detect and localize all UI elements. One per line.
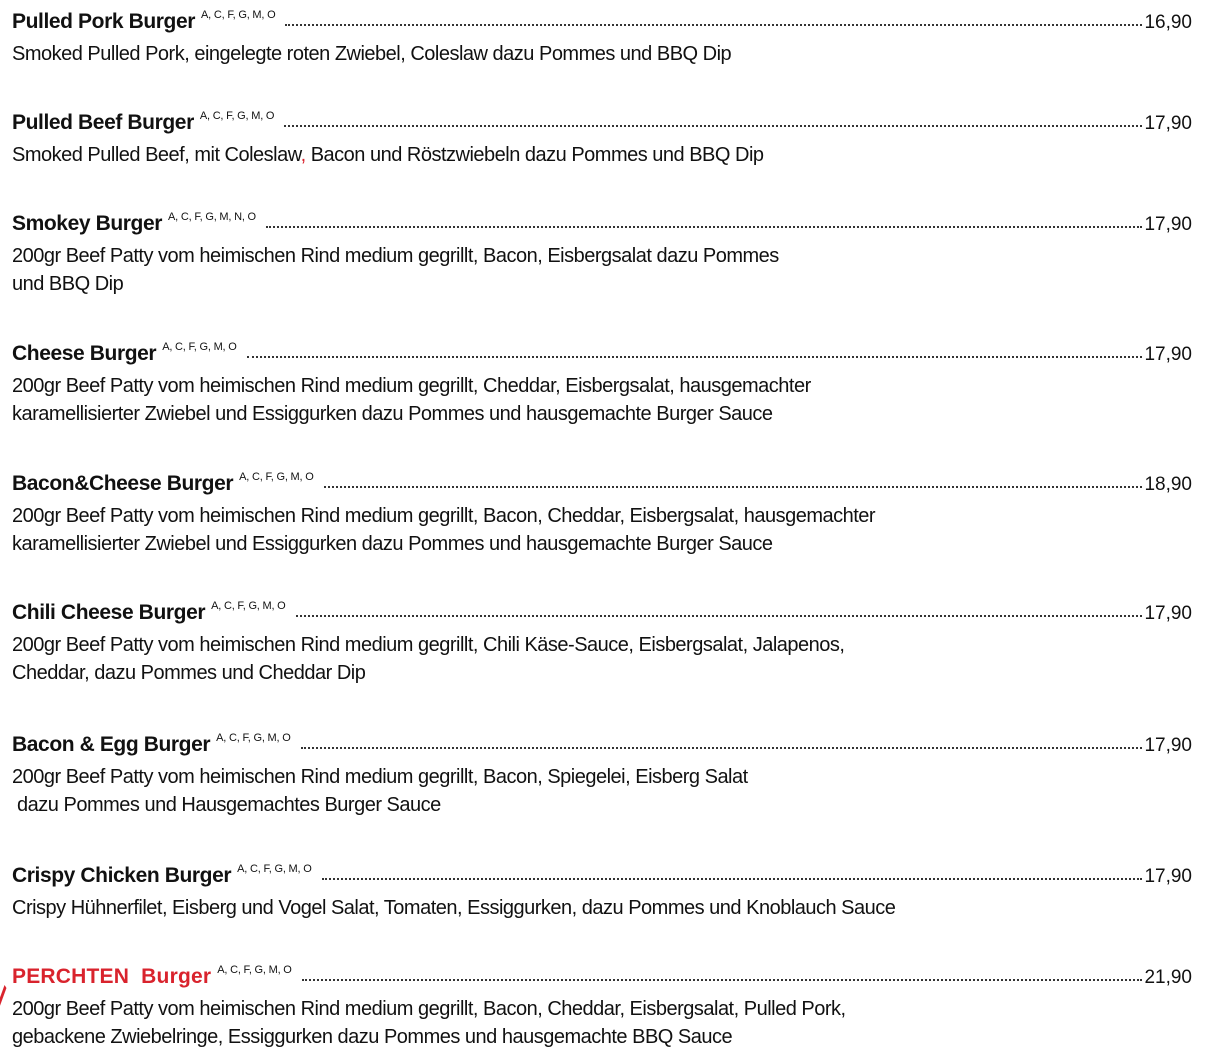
item-description-line: und BBQ Dip: [12, 273, 124, 295]
allergen-codes: A, C, F, G, M, O: [162, 341, 237, 353]
menu-item-perchten-burger: [12, 965, 1192, 1051]
item-name: Cheese Burger: [12, 342, 157, 365]
item-price: 17,90: [1144, 735, 1192, 756]
item-description-line: gebackene Zwiebelringe, Essiggurken dazu Pommes und hausgemachte BBQ Sauce: [12, 1026, 733, 1048]
menu-item-header: [12, 10, 1192, 40]
dot-leader: [301, 737, 1143, 749]
item-price: 17,90: [1144, 603, 1192, 624]
item-description-line: dazu Pommes und Hausgemachtes Burger Sauce: [12, 794, 441, 816]
item-name: Crispy Chicken Burger: [12, 864, 232, 887]
item-description-line: 200gr Beef Patty vom heimischen Rind medium gegrillt, Bacon, Cheddar, Eisbergsalat, hausgemachter: [12, 505, 876, 527]
dot-leader: [324, 476, 1143, 488]
item-description-line: karamellisierter Zwiebel und Essiggurken dazu Pommes und hausgemachte Burger Sauce: [12, 533, 773, 555]
menu-item-chili-cheese-burger: [12, 601, 1192, 687]
item-name: PERCHTEN Burger: [12, 965, 212, 988]
item-description: Crispy Hühnerfilet, Eisberg und Vogel Salat, Tomaten, Essiggurken, dazu Pommes und Knoblauch Sauce: [12, 897, 896, 919]
item-description-line: 200gr Beef Patty vom heimischen Rind medium gegrillt, Bacon, Eisbergsalat dazu Pommes: [12, 245, 779, 267]
dot-leader: [284, 115, 1142, 127]
item-description-part: Bacon und Röstzwiebeln dazu Pommes und BBQ Dip: [305, 144, 764, 166]
item-price: 17,90: [1144, 113, 1192, 134]
menu-item-cheese-burger: [12, 342, 1192, 428]
item-description-line: 200gr Beef Patty vom heimischen Rind medium gegrillt, Bacon, Spiegelei, Eisberg Salat: [12, 766, 748, 788]
menu-item-bacon-egg-burger: [12, 733, 1192, 819]
item-price: 16,90: [1144, 12, 1192, 33]
dot-leader: [302, 969, 1143, 981]
menu-item-pulled-pork-burger: [12, 10, 1192, 68]
item-name: Pulled Beef Burger: [12, 111, 194, 134]
item-description-line: 200gr Beef Patty vom heimischen Rind medium gegrillt, Bacon, Cheddar, Eisbergsalat, Pulled Pork,: [12, 998, 846, 1020]
item-price: 18,90: [1144, 474, 1192, 495]
allergen-codes: A, C, F, G, M, O: [237, 863, 312, 875]
dot-leader: [247, 346, 1143, 358]
menu-item-header: [12, 601, 1192, 631]
dot-leader: [285, 14, 1142, 26]
menu-item-pulled-beef-burger: [12, 111, 1192, 169]
menu-item-header: [12, 342, 1192, 372]
item-name: Bacon & Egg Burger: [12, 733, 211, 756]
menu-item-header: [12, 472, 1192, 502]
dot-leader: [266, 216, 1143, 228]
dot-leader: [296, 605, 1143, 617]
allergen-codes: A, C, F, G, M, O: [216, 732, 291, 744]
allergen-codes: A, C, F, G, M, N, O: [168, 211, 256, 223]
allergen-codes: A, C, F, G, M, O: [199, 110, 275, 122]
menu-item-header: [12, 733, 1192, 763]
red-comma: ,: [300, 144, 306, 166]
item-price: 17,90: [1144, 344, 1192, 365]
item-description-line: 200gr Beef Patty vom heimischen Rind medium gegrillt, Cheddar, Eisbergsalat, hausgemachter: [12, 375, 811, 397]
item-price: 17,90: [1144, 214, 1192, 235]
item-description: Smoked Pulled Pork, eingelegte roten Zwiebel, Coleslaw dazu Pommes und BBQ Dip: [12, 43, 732, 65]
menu-item-header: [12, 212, 1192, 242]
menu-item-header: [12, 864, 1192, 894]
item-description-line: 200gr Beef Patty vom heimischen Rind medium gegrillt, Chili Käse-Sauce, Eisbergsalat, Jalapenos,: [12, 634, 845, 656]
item-name: Pulled Pork Burger: [12, 10, 196, 33]
allergen-codes: A, C, F, G, M, O: [201, 9, 276, 21]
item-price: 17,90: [1144, 866, 1192, 887]
item-description: [12, 141, 1192, 169]
menu-item-smokey-burger: [12, 212, 1192, 298]
allergen-codes: A, C, F, G, M, O: [211, 600, 286, 612]
dot-leader: [322, 868, 1143, 880]
menu-item-header: [12, 965, 1192, 995]
menu-item-bacon-cheese-burger: [12, 472, 1192, 558]
item-description-line: karamellisierter Zwiebel und Essiggurken dazu Pommes und hausgemachte Burger Sauce: [12, 403, 773, 425]
item-description-line: Cheddar, dazu Pommes und Cheddar Dip: [12, 662, 366, 684]
allergen-codes: A, C, F, G, M, O: [239, 471, 314, 483]
item-description-part: Smoked Pulled Beef, mit Coleslaw: [12, 144, 301, 166]
item-name: Chili Cheese Burger: [12, 601, 206, 624]
menu-item-crispy-chicken-burger: [12, 864, 1192, 922]
allergen-codes: A, C, F, G, M, O: [217, 964, 292, 976]
menu-item-header: [12, 111, 1192, 141]
item-name: Smokey Burger: [12, 212, 163, 235]
item-name: Bacon&Cheese Burger: [12, 472, 234, 495]
item-price: 21,90: [1144, 967, 1192, 988]
